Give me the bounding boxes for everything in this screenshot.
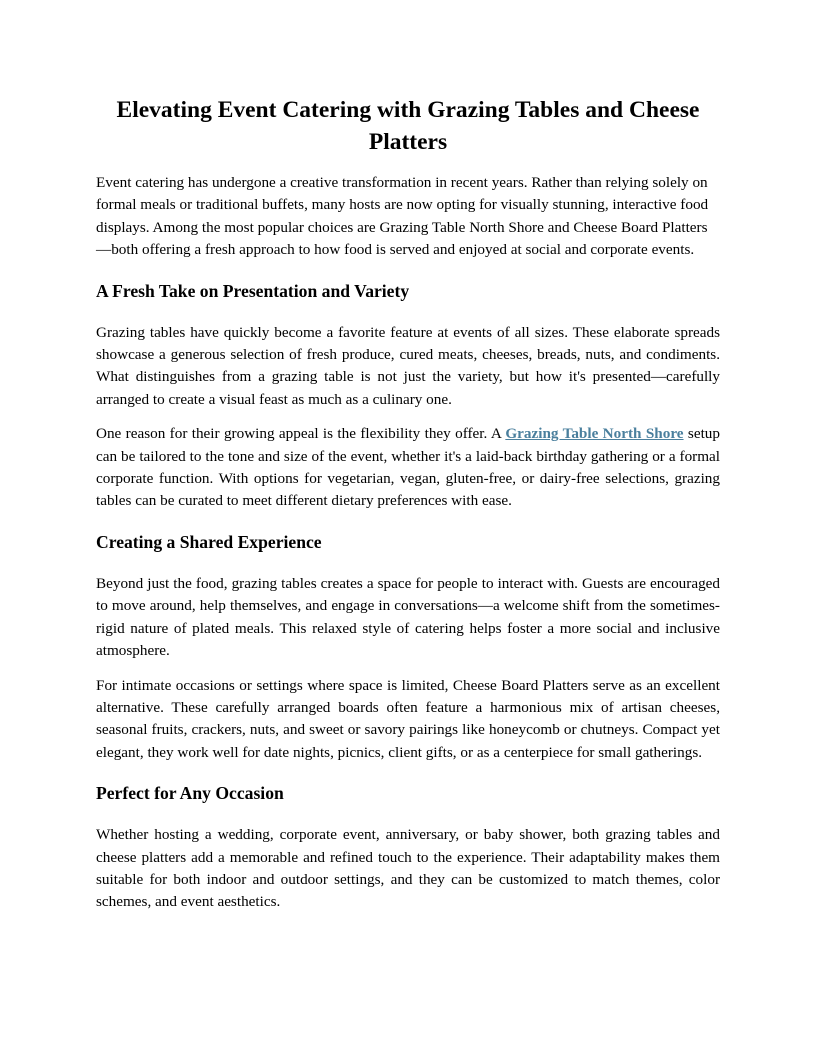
fresh-take-paragraph-2-tail: setup can be tailored to the tone and size of the event, whether it's a laid-back birthday gathering or a formal corporate function. With options for vegetarian, vegan, gluten-free, or dairy-free selections, grazing tables can be curated to meet different dietary preferences with ease. [96,425,720,510]
section-heading-any-occasion: Perfect for Any Occasion [96,783,284,804]
fresh-take-paragraph-2 [96,423,720,513]
grazing-table-north-shore-link[interactable]: Grazing Table North Shore [505,425,684,443]
shared-experience-paragraph-1: Beyond just the food, grazing tables creates a space for people to interact with. Guests are encouraged to move around, help themselves, and engage in conversations—a welcome shift from the sometimes-rigid nature of plated meals. This relaxed style of catering helps foster a more social and inclusive atmosphere. [96,574,720,660]
fresh-take-paragraph-2-lead: One reason for their growing appeal is the flexibility they offer. A [96,425,506,443]
document-page [96,94,720,914]
fresh-take-paragraph-1: Grazing tables have quickly become a favorite feature at events of all sizes. These elaborate spreads showcase a generous selection of fresh produce, cured meats, cheeses, breads, nuts, and condiments. What distinguishes from a grazing table is not just the variety, but how it's presented—carefully arranged to create a visual feast as much as a culinary one. [96,323,720,408]
document-title: Elevating Event Catering with Grazing Tables and Cheese Platters [116,97,700,155]
intro-paragraph: Event catering has undergone a creative transformation in recent years. Rather than relying solely on formal meals or traditional buffets, many hosts are now opting for visually stunning, interactive food displays. Among the most popular choices are Grazing Table North Shore and Cheese Board Platters—both offering a fresh approach to how food is served and enjoyed at social and corporate events. [96,174,709,259]
any-occasion-paragraph-1: Whether hosting a wedding, corporate event, anniversary, or baby shower, both grazing tables and cheese platters add a memorable and refined touch to the experience. Their adaptability makes them suitable for both indoor and outdoor settings, and they can be customized to match themes, color schemes, and event aesthetics. [96,826,720,911]
section-heading-shared-experience: Creating a Shared Experience [96,531,322,552]
section-heading-fresh-take: A Fresh Take on Presentation and Variety [96,280,410,301]
shared-experience-paragraph-2: For intimate occasions or settings where space is limited, Cheese Board Platters serve as an excellent alternative. These carefully arranged boards often feature a harmonious mix of artisan cheeses, seasonal fruits, crackers, nuts, and sweet or savory pairings like honeycomb or chutneys. Compact yet elegant, they work well for date nights, picnics, client gifts, or as a centerpiece for small gatherings. [96,676,720,761]
